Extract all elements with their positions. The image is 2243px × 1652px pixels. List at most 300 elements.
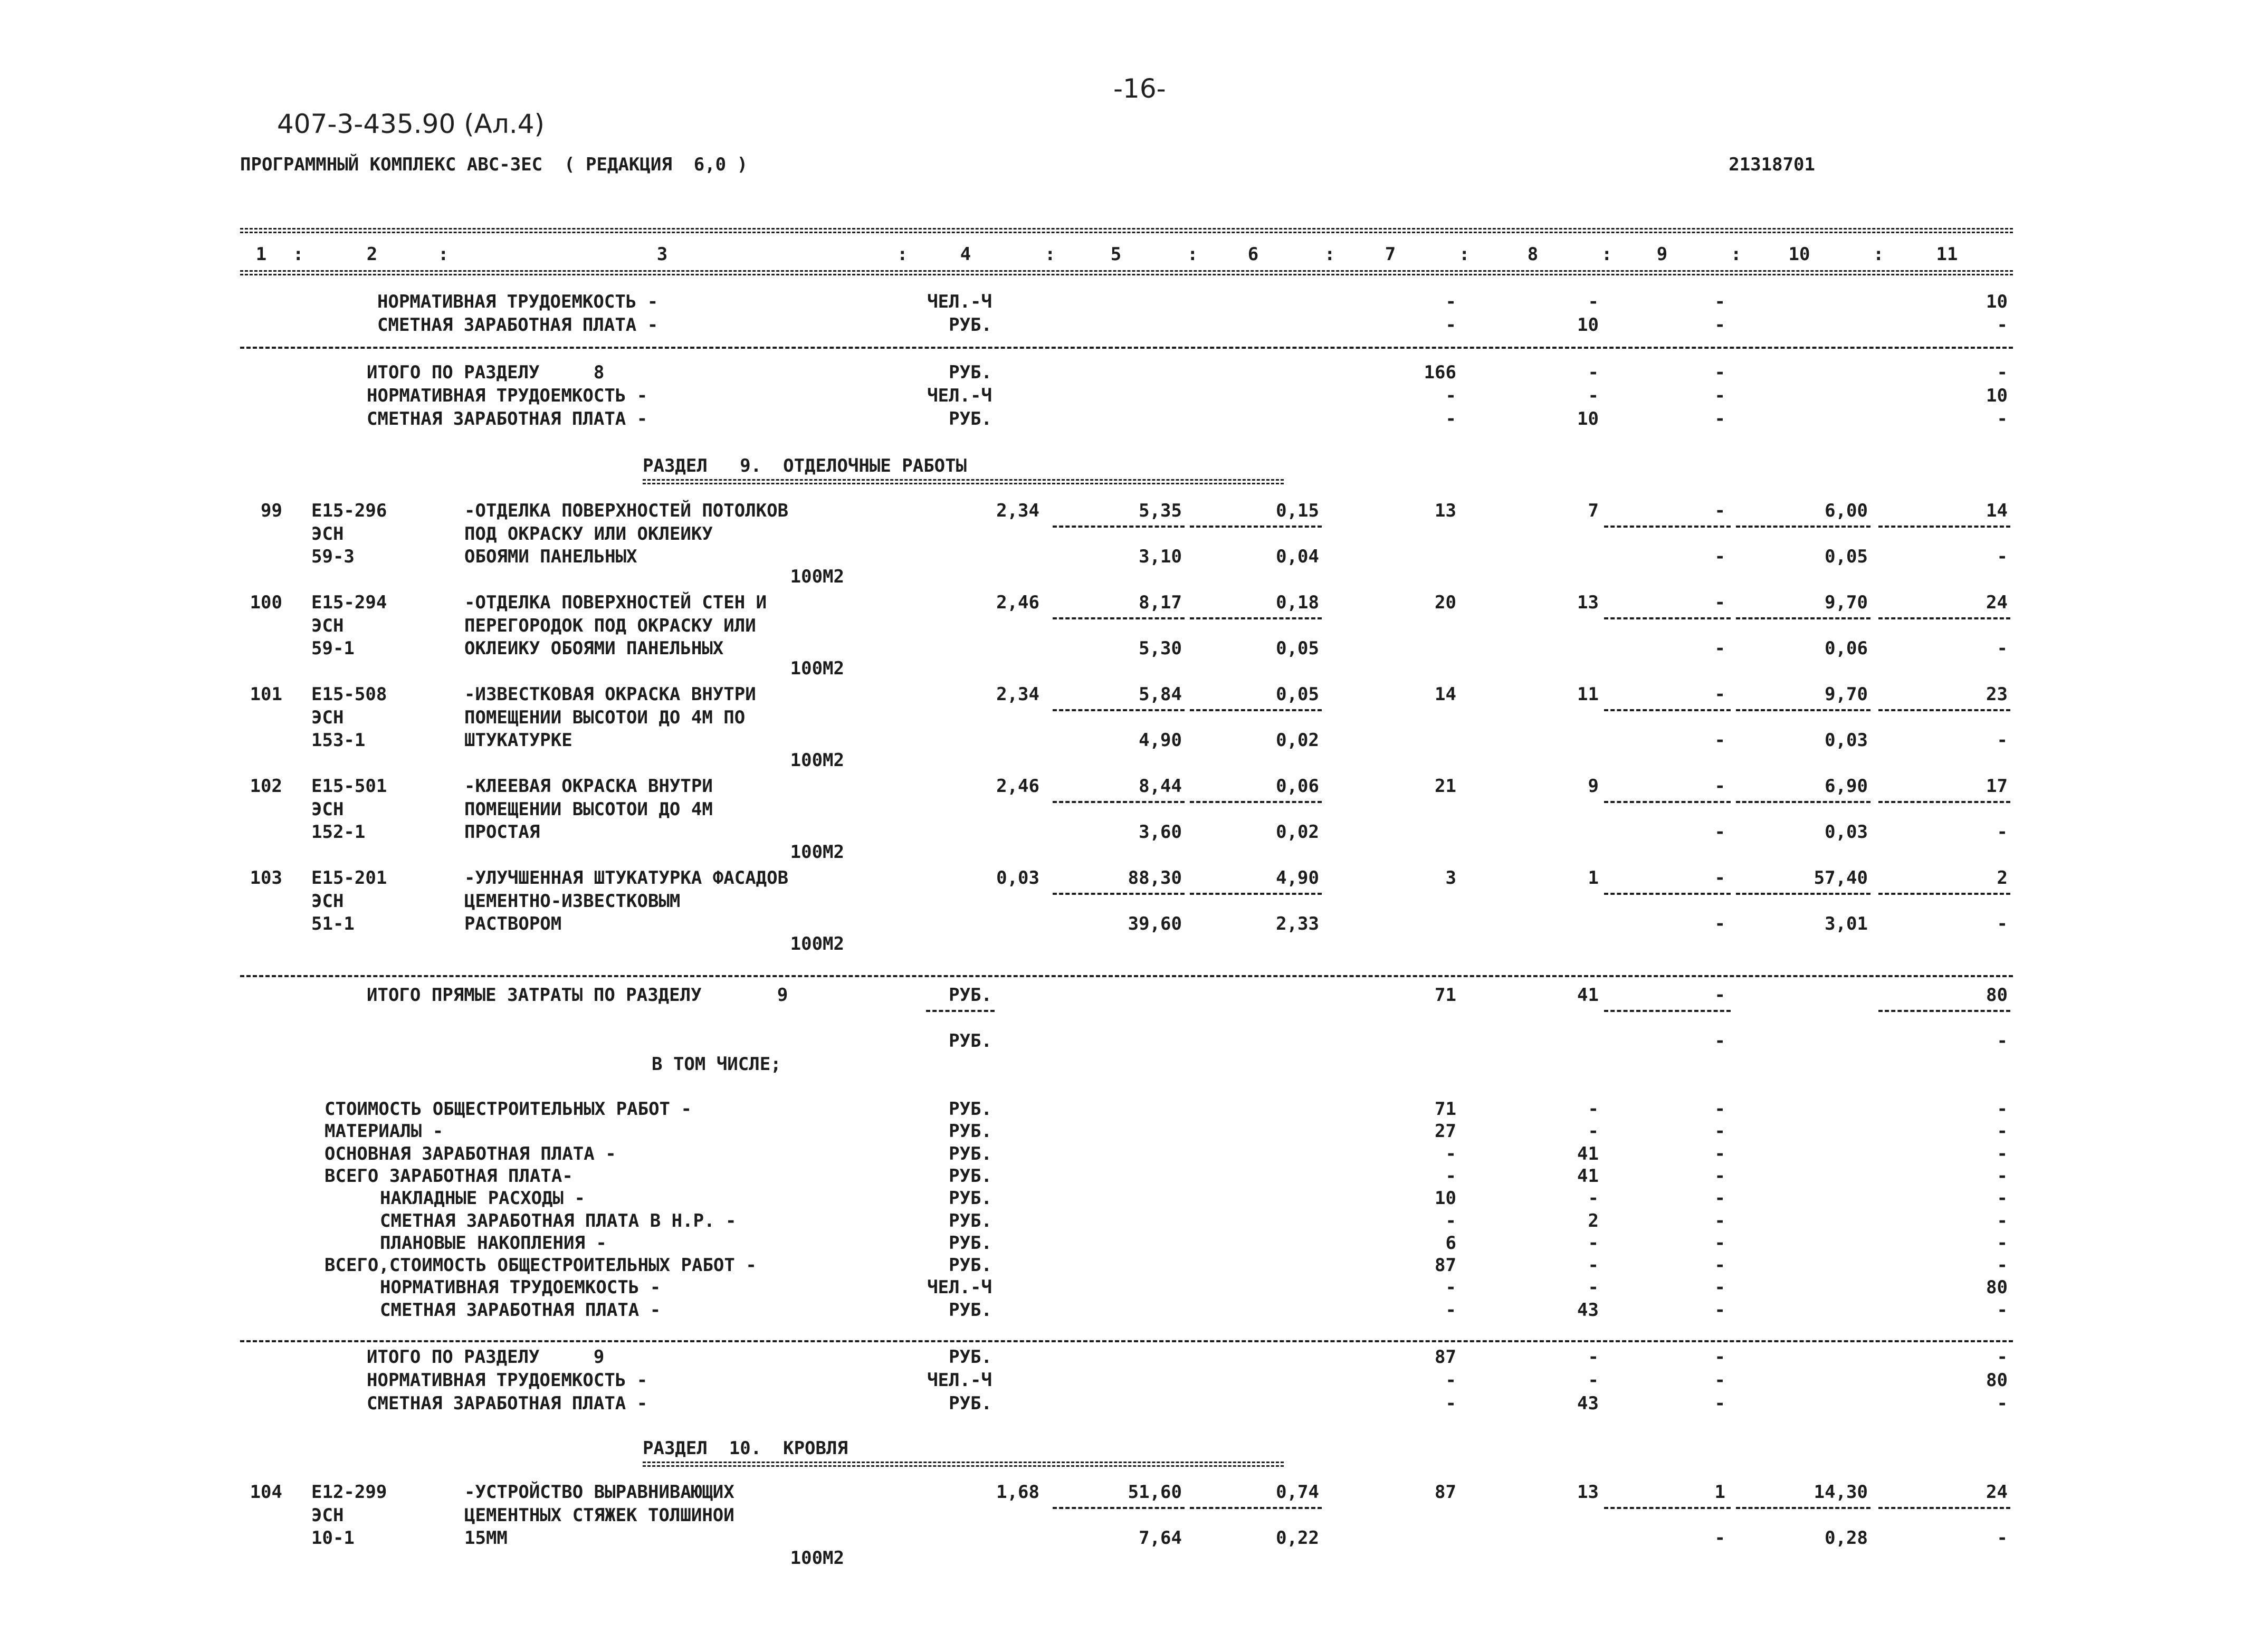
section9-item-103-c9-wage: -: [1714, 913, 1725, 934]
direct-costs-unit-rule: [926, 1010, 995, 1012]
section9-item-101-desc-0: -ИЗВЕСТКОВАЯ ОКРАСКА ВНУТРИ: [464, 684, 756, 705]
section9-item-103-c10-total: 57,40: [1814, 867, 1868, 889]
section9-item-99-c9-wage: -: [1714, 546, 1725, 567]
breakdown-row-8-label: НОРМАТИВНАЯ ТРУДОЕМКОСТЬ -: [380, 1277, 661, 1298]
section9-item-103-c9-total: -: [1714, 867, 1725, 889]
section9-item-100-rule-c5: [1053, 617, 1185, 619]
section9-item-101-c9-total: -: [1714, 684, 1725, 705]
section9-item-101-code-1: ЭСН: [311, 706, 344, 728]
section8-wage-c8: 10: [1577, 408, 1599, 429]
section9-item-100-desc-0: -ОТДЕЛКА ПОВЕРХНОСТЕЙ СТЕН И: [464, 592, 767, 613]
breakdown-row-9-c9: -: [1714, 1299, 1725, 1321]
breakdown-row-1-c7: 27: [1435, 1121, 1456, 1142]
section9-item-100-c8: 13: [1577, 592, 1599, 613]
breakdown-row-0-c7: 71: [1435, 1099, 1456, 1120]
column-header-6: 6: [1247, 244, 1259, 265]
section9-item-101-desc-2: ШТУКАТУРКЕ: [464, 730, 572, 751]
estimated-wage-c7: -: [1445, 314, 1456, 336]
section9-item-99-c7: 13: [1435, 500, 1456, 521]
section9-item-102-c9-total: -: [1714, 776, 1725, 797]
section9-item-103-rule-c9: [1604, 893, 1731, 895]
section9-direct-costs-c7: 71: [1435, 985, 1456, 1006]
section9-item-100-c6-wage: 0,05: [1276, 638, 1319, 659]
section9-wage-c7: -: [1445, 1393, 1456, 1414]
section-9-underline: [643, 479, 1284, 484]
section9-item-99-desc-1: ПОД ОКРАСКУ ИЛИ ОКЛЕИКУ: [464, 523, 713, 545]
column-header-11: 11: [1936, 244, 1958, 265]
column-separator: :: [438, 244, 449, 265]
section9-direct-costs-2-c11: -: [1997, 1030, 2008, 1052]
section9-item-103-desc-0: -УЛУЧШЕННАЯ ШТУКАТУРКА ФАСАДОВ: [464, 867, 789, 889]
section9-item-103-c5-total: 88,30: [1128, 867, 1182, 889]
breakdown-row-4-c11: -: [1997, 1188, 2008, 1209]
section9-item-103-code-0: Е15-201: [311, 867, 387, 889]
section9-item-103-c6-total: 4,90: [1276, 867, 1319, 889]
section9-item-102-rule-c9: [1604, 801, 1731, 803]
breakdown-row-5-unit: РУБ.: [949, 1210, 992, 1231]
section9-item-102-code-1: ЭСН: [311, 798, 344, 820]
section9-item-101-code-0: Е15-508: [311, 684, 387, 705]
breakdown-row-2-label: ОСНОВНАЯ ЗАРАБОТНАЯ ПЛАТА -: [324, 1143, 616, 1164]
section9-item-100-c10-total: 9,70: [1825, 592, 1868, 613]
breakdown-row-6-c8: -: [1588, 1232, 1599, 1254]
section9-wage-c9: -: [1714, 1393, 1725, 1414]
section9-item-100-c5-wage: 5,30: [1139, 638, 1182, 659]
column-header-5: 5: [1110, 244, 1122, 265]
section10-item-104-code-2: 10-1: [311, 1527, 355, 1549]
section10-item-104-qty: 1,68: [996, 1482, 1039, 1503]
section9-item-101-c8: 11: [1577, 684, 1599, 705]
column-separator: :: [1731, 244, 1742, 265]
section9-item-99-rule-c5: [1053, 526, 1185, 528]
breakdown-row-7-c11: -: [1997, 1255, 2008, 1276]
section9-item-102-desc-0: -КЛЕЕВАЯ ОКРАСКА ВНУТРИ: [464, 776, 713, 797]
section10-item-104-desc-0: -УСТРОЙСТВО ВЫРАВНИВАЮЩИХ: [464, 1482, 734, 1503]
breakdown-row-6-unit: РУБ.: [949, 1232, 992, 1254]
section9-item-102-c7: 21: [1435, 776, 1456, 797]
estimated-wage-label: СМЕТНАЯ ЗАРАБОТНАЯ ПЛАТА -: [377, 314, 658, 336]
breakdown-row-5-c11: -: [1997, 1210, 2008, 1231]
breakdown-row-7-unit: РУБ.: [949, 1255, 992, 1276]
section10-item-104-c6-total: 0,74: [1276, 1482, 1319, 1503]
section9-item-103-c10-wage: 3,01: [1825, 913, 1868, 934]
section9-item-103-c5-wage: 39,60: [1128, 913, 1182, 934]
breakdown-row-8-c11: 80: [1986, 1277, 2008, 1298]
breakdown-row-9-unit: РУБ.: [949, 1299, 992, 1321]
breakdown-row-0-c9: -: [1714, 1099, 1725, 1120]
section10-item-104-c7: 87: [1435, 1482, 1456, 1503]
section9-item-102-rule-c5: [1053, 801, 1185, 803]
section-10-title: РАЗДЕЛ 10. КРОВЛЯ: [643, 1438, 848, 1459]
column-separator: :: [1459, 244, 1470, 265]
breakdown-row-2-unit: РУБ.: [949, 1143, 992, 1164]
breakdown-row-0-c8: -: [1588, 1099, 1599, 1120]
program-title: ПРОГРАММНЫЙ КОМПЛЕКС АВС-3ЕС ( РЕДАКЦИЯ 6,0 ): [240, 154, 748, 175]
section9-item-102-rule-c6: [1190, 801, 1322, 803]
section9-wage-c11: -: [1997, 1393, 2008, 1414]
section9-item-99-c6-total: 0,15: [1276, 500, 1319, 521]
section9-item-103-code-2: 51-1: [311, 913, 355, 934]
normative-labor-c9: -: [1714, 291, 1725, 312]
column-separator: :: [1045, 244, 1056, 265]
section9-item-100-rule-c10: [1736, 617, 1870, 619]
section9-wage-label: СМЕТНАЯ ЗАРАБОТНАЯ ПЛАТА -: [367, 1393, 648, 1414]
section9-item-101-desc-1: ПОМЕЩЕНИИ ВЫСОТОИ ДО 4М ПО: [464, 706, 746, 728]
section9-item-99-rule-c9: [1604, 526, 1731, 528]
column-header-8: 8: [1527, 244, 1539, 265]
section10-item-104-rule-c9: [1604, 1507, 1731, 1509]
section9-item-101-rule-c5: [1053, 709, 1185, 711]
breakdown-row-8-c9: -: [1714, 1277, 1725, 1298]
section9-item-100-code-0: Е15-294: [311, 592, 387, 613]
section9-item-99-desc-2: ОБОЯМИ ПАНЕЛЬНЫХ: [464, 546, 637, 567]
section9-item-102-code-0: Е15-501: [311, 776, 387, 797]
section9-total-c8: -: [1588, 1347, 1599, 1368]
section9-item-101-c6-wage: 0,02: [1276, 730, 1319, 751]
breakdown-row-3-label: ВСЕГО ЗАРАБОТНАЯ ПЛАТА-: [324, 1165, 573, 1187]
breakdown-row-2-c7: -: [1445, 1143, 1456, 1164]
section9-item-100-desc-1: ПЕРЕГОРОДОК ПОД ОКРАСКУ ИЛИ: [464, 615, 756, 636]
section9-item-100-desc-2: ОКЛЕИКУ ОБОЯМИ ПАНЕЛЬНЫХ: [464, 638, 724, 659]
section9-item-101-c6-total: 0,05: [1276, 684, 1319, 705]
section9-direct-costs-2-unit: РУБ.: [949, 1030, 992, 1052]
section9-item-102-c11-total: 17: [1986, 776, 2008, 797]
estimated-wage-c8: 10: [1577, 314, 1599, 336]
section9-item-101-unit: 100М2: [790, 749, 844, 771]
section9-item-99-rule-c11: [1878, 526, 2010, 528]
section8-wage-c11: -: [1997, 408, 2008, 429]
direct-costs-c9-rule: [1604, 1010, 1731, 1012]
breakdown-row-8-c8: -: [1588, 1277, 1599, 1298]
section9-item-102-unit: 100М2: [790, 841, 844, 863]
breakdown-row-7-c9: -: [1714, 1255, 1725, 1276]
section9-item-103-c6-wage: 2,33: [1276, 913, 1319, 934]
breakdown-row-9-label: СМЕТНАЯ ЗАРАБОТНАЯ ПЛАТА -: [380, 1299, 661, 1321]
breakdown-row-1-c9: -: [1714, 1121, 1725, 1142]
section9-item-100-c6-total: 0,18: [1276, 592, 1319, 613]
section9-item-100-c9-wage: -: [1714, 638, 1725, 659]
section9-item-103-c8: 1: [1588, 867, 1599, 889]
section9-breakdown-rule: [240, 1340, 2013, 1342]
normative-labor-c11: 10: [1986, 291, 2008, 312]
section9-item-100-num: 100: [250, 592, 282, 613]
section9-item-101-c5-total: 5,84: [1139, 684, 1182, 705]
section10-item-104-c5-total: 51,60: [1128, 1482, 1182, 1503]
section10-item-104-c6-wage: 0,22: [1276, 1527, 1319, 1549]
section9-item-99-c11-wage: -: [1997, 546, 2008, 567]
normative-labor-c7: -: [1445, 291, 1456, 312]
section9-item-99-num: 99: [261, 500, 282, 521]
section9-labor-label: НОРМАТИВНАЯ ТРУДОЕМКОСТЬ -: [367, 1370, 648, 1391]
section9-item-100-rule-c6: [1190, 617, 1322, 619]
section9-item-99-c8: 7: [1588, 500, 1599, 521]
section9-direct-costs-2-c9: -: [1714, 1030, 1725, 1052]
section9-item-102-desc-1: ПОМЕЩЕНИИ ВЫСОТОИ ДО 4М: [464, 798, 713, 820]
section9-item-99-code-1: ЭСН: [311, 523, 344, 545]
section9-item-99-code-0: Е15-296: [311, 500, 387, 521]
breakdown-row-9-c7: -: [1445, 1299, 1456, 1321]
section9-total-label: ИТОГО ПО РАЗДЕЛУ 9: [367, 1347, 605, 1368]
table-top-rule: [240, 228, 2013, 233]
breakdown-row-7-c8: -: [1588, 1255, 1599, 1276]
section9-item-99-c9-total: -: [1714, 500, 1725, 521]
section9-item-99-rule-c10: [1736, 526, 1870, 528]
section9-item-99-desc-0: -ОТДЕЛКА ПОВЕРХНОСТЕЙ ПОТОЛКОВ: [464, 500, 789, 521]
section9-item-101-qty: 2,34: [996, 684, 1039, 705]
section10-item-104-c9-wage: -: [1714, 1527, 1725, 1549]
section9-item-103-rule-c6: [1190, 893, 1322, 895]
section9-item-99-code-2: 59-3: [311, 546, 355, 567]
section9-item-101-rule-c11: [1878, 709, 2010, 711]
section10-item-104-rule-c6: [1190, 1507, 1322, 1509]
section10-item-104-c11-total: 24: [1986, 1482, 2008, 1503]
section9-labor-c7: -: [1445, 1370, 1456, 1391]
section9-item-100-rule-c9: [1604, 617, 1731, 619]
section9-items-end-rule: [240, 975, 2013, 977]
breakdown-row-1-c11: -: [1997, 1121, 2008, 1142]
breakdown-row-1-c8: -: [1588, 1121, 1599, 1142]
breakdown-row-2-c11: -: [1997, 1143, 2008, 1164]
section9-item-103-c7: 3: [1445, 867, 1456, 889]
estimated-wage-c9: -: [1714, 314, 1725, 336]
section9-item-101-c10-wage: 0,03: [1825, 730, 1868, 751]
column-header-7: 7: [1385, 244, 1396, 265]
section9-item-99-rule-c6: [1190, 526, 1322, 528]
column-header-rule: [240, 270, 2013, 275]
section10-item-104-unit: 100М2: [790, 1547, 844, 1569]
section8-labor-c8: -: [1588, 385, 1599, 406]
section9-wage-c8: 43: [1577, 1393, 1599, 1414]
section8-wage-c7: -: [1445, 408, 1456, 429]
breakdown-row-5-label: СМЕТНАЯ ЗАРАБОТНАЯ ПЛАТА В Н.Р. -: [380, 1210, 737, 1231]
normative-labor-label: НОРМАТИВНАЯ ТРУДОЕМКОСТЬ -: [377, 291, 658, 312]
breakdown-row-5-c7: -: [1445, 1210, 1456, 1231]
breakdown-row-2-c8: 41: [1577, 1143, 1599, 1164]
column-header-9: 9: [1656, 244, 1668, 265]
section9-item-103-rule-c5: [1053, 893, 1185, 895]
section8-total-c9: -: [1714, 362, 1725, 383]
section10-item-104-c11-wage: -: [1997, 1527, 2008, 1549]
section9-item-101-c11-total: 23: [1986, 684, 2008, 705]
section9-item-102-c5-total: 8,44: [1139, 776, 1182, 797]
section9-item-103-qty: 0,03: [996, 867, 1039, 889]
section9-item-100-rule-c11: [1878, 617, 2010, 619]
section9-item-102-c9-wage: -: [1714, 822, 1725, 843]
breakdown-row-2-c9: -: [1714, 1143, 1725, 1164]
section10-item-104-rule-c5: [1053, 1507, 1185, 1509]
section9-total-unit: РУБ.: [949, 1347, 992, 1368]
section9-item-101-c9-wage: -: [1714, 730, 1725, 751]
section9-item-100-c11-wage: -: [1997, 638, 2008, 659]
section9-item-99-c10-total: 6,00: [1825, 500, 1868, 521]
breakdown-row-4-unit: РУБ.: [949, 1188, 992, 1209]
column-header-2: 2: [366, 244, 378, 265]
section9-item-100-code-1: ЭСН: [311, 615, 344, 636]
section9-item-102-c6-total: 0,06: [1276, 776, 1319, 797]
section9-item-99-c5-wage: 3,10: [1139, 546, 1182, 567]
breakdown-row-6-c11: -: [1997, 1232, 2008, 1254]
section10-item-104-c10-total: 14,30: [1814, 1482, 1868, 1503]
column-header-10: 10: [1788, 244, 1810, 265]
section9-item-103-unit: 100М2: [790, 933, 844, 954]
column-header-4: 4: [960, 244, 971, 265]
section9-total-c9: -: [1714, 1347, 1725, 1368]
section-10-underline: [643, 1462, 1284, 1467]
section9-item-102-c8: 9: [1588, 776, 1599, 797]
section10-item-104-c9-total: 1: [1714, 1482, 1725, 1503]
section8-total-c8: -: [1588, 362, 1599, 383]
section9-item-101-c7: 14: [1435, 684, 1456, 705]
section9-labor-c11: 80: [1986, 1370, 2008, 1391]
section9-direct-costs-c9: -: [1714, 985, 1725, 1006]
page-number: -16-: [1113, 73, 1166, 104]
normative-labor-unit: ЧЕЛ.-Ч: [927, 291, 992, 312]
breakdown-row-3-c7: -: [1445, 1165, 1456, 1187]
section9-item-102-code-2: 152-1: [311, 822, 366, 843]
section10-item-104-code-1: ЭСН: [311, 1504, 344, 1526]
column-separator: :: [293, 244, 304, 265]
section-9-title: РАЗДЕЛ 9. ОТДЕЛОЧНЫЕ РАБОТЫ: [643, 455, 967, 476]
breakdown-row-6-c9: -: [1714, 1232, 1725, 1254]
section9-item-102-c6-wage: 0,02: [1276, 822, 1319, 843]
section9-item-103-rule-c11: [1878, 893, 2010, 895]
breakdown-row-0-unit: РУБ.: [949, 1099, 992, 1120]
section9-item-99-c6-wage: 0,04: [1276, 546, 1319, 567]
section8-labor-label: НОРМАТИВНАЯ ТРУДОЕМКОСТЬ -: [367, 385, 648, 406]
section9-item-100-c9-total: -: [1714, 592, 1725, 613]
section9-item-103-rule-c10: [1736, 893, 1870, 895]
section9-item-101-c10-total: 9,70: [1825, 684, 1868, 705]
section9-item-102-desc-2: ПРОСТАЯ: [464, 822, 540, 843]
breakdown-row-7-label: ВСЕГО,СТОИМОСТЬ ОБЩЕСТРОИТЕЛЬНЫХ РАБОТ -: [324, 1255, 757, 1276]
section9-item-102-c5-wage: 3,60: [1139, 822, 1182, 843]
section10-item-104-desc-1: ЦЕМЕНТНЫХ СТЯЖЕК ТОЛШИНОИ: [464, 1504, 734, 1526]
breakdown-row-4-c9: -: [1714, 1188, 1725, 1209]
column-header-1: 1: [255, 244, 267, 265]
section9-item-102-c10-wage: 0,03: [1825, 822, 1868, 843]
estimated-wage-unit: РУБ.: [949, 314, 992, 336]
section9-item-101-c5-wage: 4,90: [1139, 730, 1182, 751]
column-separator: :: [1187, 244, 1198, 265]
section9-item-102-num: 102: [250, 776, 282, 797]
breakdown-row-0-label: СТОИМОСТЬ ОБЩЕСТРОИТЕЛЬНЫХ РАБОТ -: [324, 1099, 692, 1120]
section9-item-99-c5-total: 5,35: [1139, 500, 1182, 521]
breakdown-row-3-unit: РУБ.: [949, 1165, 992, 1187]
section9-item-100-c11-total: 24: [1986, 592, 2008, 613]
section9-item-103-c11-total: 2: [1997, 867, 2008, 889]
column-separator: :: [1324, 244, 1335, 265]
section9-direct-costs-c8: 41: [1577, 985, 1599, 1006]
section8-labor-c11: 10: [1986, 385, 2008, 406]
section8-total-label: ИТОГО ПО РАЗДЕЛУ 8: [367, 362, 605, 383]
section9-item-101-code-2: 153-1: [311, 730, 366, 751]
breakdown-row-3-c9: -: [1714, 1165, 1725, 1187]
section10-item-104-code-0: Е12-299: [311, 1482, 387, 1503]
section9-direct-costs-label: ИТОГО ПРЯМЫЕ ЗАТРАТЫ ПО РАЗДЕЛУ 9: [367, 985, 788, 1006]
section8-labor-c7: -: [1445, 385, 1456, 406]
breakdown-row-7-c7: 87: [1435, 1255, 1456, 1276]
breakdown-row-6-label: ПЛАНОВЫЕ НАКОПЛЕНИЯ -: [380, 1232, 607, 1254]
section9-item-100-unit: 100М2: [790, 657, 844, 679]
column-separator: :: [897, 244, 908, 265]
document-id: 21318701: [1729, 154, 1815, 175]
section10-item-104-c10-wage: 0,28: [1825, 1527, 1868, 1549]
section10-item-104-c5-wage: 7,64: [1139, 1527, 1182, 1549]
direct-costs-c11-rule: [1878, 1010, 2010, 1012]
breakdown-row-0-c11: -: [1997, 1099, 2008, 1120]
section9-item-101-rule-c9: [1604, 709, 1731, 711]
section10-item-104-rule-c11: [1878, 1507, 2010, 1509]
section9-item-101-c11-wage: -: [1997, 730, 2008, 751]
section9-item-100-c5-total: 8,17: [1139, 592, 1182, 613]
section9-total-c7: 87: [1435, 1347, 1456, 1368]
section10-item-104-desc-2: 15ММ: [464, 1527, 508, 1549]
section9-item-103-desc-1: ЦЕМЕНТНО-ИЗВЕСТКОВЫМ: [464, 890, 681, 912]
section9-direct-costs-unit: РУБ.: [949, 985, 992, 1006]
section9-item-102-rule-c10: [1736, 801, 1870, 803]
normative-labor-c8: -: [1588, 291, 1599, 312]
section8-total-c11: -: [1997, 362, 2008, 383]
column-separator: :: [1873, 244, 1884, 265]
section9-item-103-code-1: ЭСН: [311, 890, 344, 912]
breakdown-row-1-label: МАТЕРИАЛЫ -: [324, 1121, 444, 1142]
section8-labor-c9: -: [1714, 385, 1725, 406]
section9-labor-unit: ЧЕЛ.-Ч: [927, 1370, 992, 1391]
section9-item-99-qty: 2,34: [996, 500, 1039, 521]
section9-item-100-c10-wage: 0,06: [1825, 638, 1868, 659]
section9-item-99-unit: 100М2: [790, 566, 844, 587]
section8-total-c7: 166: [1424, 362, 1456, 383]
section10-item-104-rule-c10: [1736, 1507, 1870, 1509]
section9-item-100-qty: 2,46: [996, 592, 1039, 613]
breakdown-row-6-c7: 6: [1445, 1232, 1456, 1254]
section9-item-102-c11-wage: -: [1997, 822, 2008, 843]
section9-wage-unit: РУБ.: [949, 1393, 992, 1414]
breakdown-row-3-c11: -: [1997, 1165, 2008, 1187]
breakdown-row-9-c11: -: [1997, 1299, 2008, 1321]
section10-item-104-c8: 13: [1577, 1482, 1599, 1503]
estimated-wage-c11: -: [1997, 314, 2008, 336]
section9-item-101-rule-c10: [1736, 709, 1870, 711]
section9-item-102-qty: 2,46: [996, 776, 1039, 797]
section9-item-100-c7: 20: [1435, 592, 1456, 613]
breakdown-row-8-c7: -: [1445, 1277, 1456, 1298]
section9-direct-costs-c11: 80: [1986, 985, 2008, 1006]
breakdown-row-4-c8: -: [1588, 1188, 1599, 1209]
section9-labor-c8: -: [1588, 1370, 1599, 1391]
section8-labor-unit: ЧЕЛ.-Ч: [927, 385, 992, 406]
section9-item-99-c11-total: 14: [1986, 500, 2008, 521]
section8-wage-c9: -: [1714, 408, 1725, 429]
column-separator: :: [1601, 244, 1612, 265]
breakdown-row-4-c7: 10: [1435, 1188, 1456, 1209]
section9-item-101-num: 101: [250, 684, 282, 705]
breakdown-row-8-unit: ЧЕЛ.-Ч: [927, 1277, 992, 1298]
document-code: 407-3-435.90 (Ал.4): [277, 109, 545, 139]
section9-labor-c9: -: [1714, 1370, 1725, 1391]
section9-item-99-c10-wage: 0,05: [1825, 546, 1868, 567]
breakdown-row-5-c8: 2: [1588, 1210, 1599, 1231]
breakdown-row-9-c8: 43: [1577, 1299, 1599, 1321]
section9-item-100-code-2: 59-1: [311, 638, 355, 659]
section9-item-103-desc-2: РАСТВОРОМ: [464, 913, 562, 934]
section8-total-unit: РУБ.: [949, 362, 992, 383]
section9-total-c11: -: [1997, 1347, 2008, 1368]
section9-item-103-c11-wage: -: [1997, 913, 2008, 934]
section8-wage-unit: РУБ.: [949, 408, 992, 429]
section8-wage-label: СМЕТНАЯ ЗАРАБОТНАЯ ПЛАТА -: [367, 408, 648, 429]
breakdown-row-1-unit: РУБ.: [949, 1121, 992, 1142]
